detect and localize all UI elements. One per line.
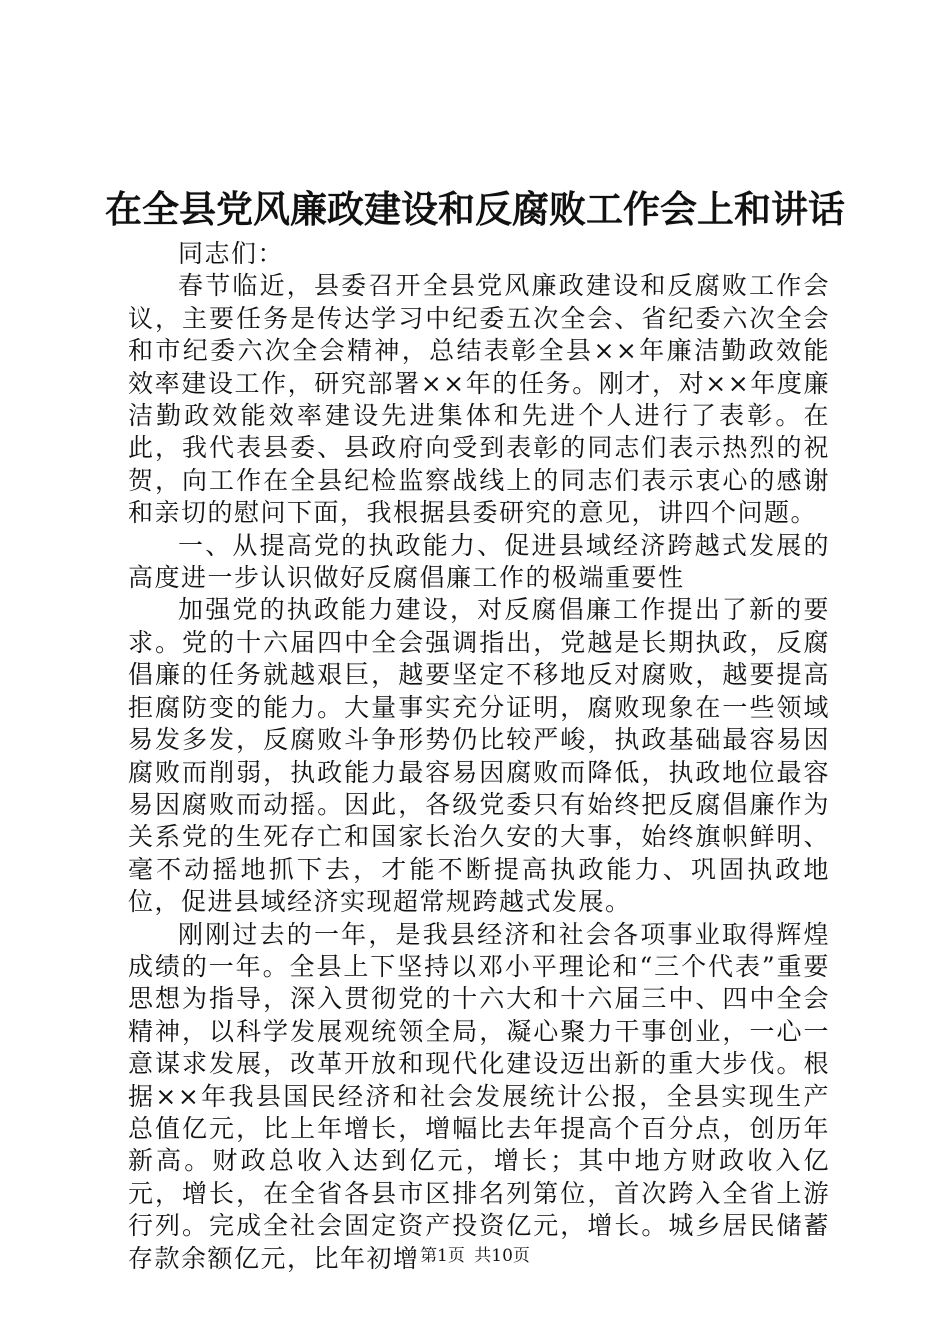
document-body: [128, 238, 830, 1275]
page-total: 共10页: [474, 1246, 530, 1266]
salutation-paragraph: 同志们：: [178, 239, 285, 268]
page-footer: [0, 1245, 950, 1267]
page-number: 第1页: [420, 1246, 465, 1266]
body-paragraph: 刚刚过去的一年，是我县经济和社会各项事业取得辉煌成绩的一年。全县上下坚持以邓小平理论和“三个代表”重要思想为指导，深入贯彻党的十六大和十六届三中、四中全会精神，以科学发展观统领全局，凝心聚力干事创业，一心一意谋求发展，改革开放和现代化建设迈出新的重大步伐。根据××年我县国民经济和社会发展统计公报，全县实现生产总值亿元，比上年增长，增幅比去年提高个百分点，创历年新高。财政总收入达到亿元，增长；其中地方财政收入亿元，增长，在全省各县市区排名列第位，首次跨入全省上游行列。完成全社会固定资产投资亿元，增长。城乡居民储蓄存款余额亿元，比年初增: [128, 919, 830, 1273]
body-paragraph: 春节临近，县委召开全县党风廉政建设和反腐败工作会议，主要任务是传达学习中纪委五次全会、省纪委六次全会和市纪委六次全会精神，总结表彰全县××年廉洁勤政效能效率建设工作，研究部署××年的任务。刚才，对××年度廉洁勤政效能效率建设先进集体和先进个人进行了表彰。在此，我代表县委、县政府向受到表彰的同志们表示热烈的祝贺，向工作在全县纪检监察战线上的同志们表示衷心的感谢和亲切的慰问下面，我根据县委研究的意见，讲四个问题。: [128, 271, 830, 528]
body-paragraph: 加强党的执政能力建设，对反腐倡廉工作提出了新的要求。党的十六届四中全会强调指出，党越是长期执政，反腐倡廉的任务就越艰巨，越要坚定不移地反对腐败，越要提高拒腐防变的能力。大量事实充分证明，腐败现象在一些领域易发多发，反腐败斗争形势仍比较严峻，执政基础最容易因腐败而削弱，执政能力最容易因腐败而降低，执政地位最容易因腐败而动摇。因此，各级党委只有始终把反腐倡廉作为关系党的生死存亡和国家长治久安的大事，始终旗帜鲜明、毫不动摇地抓下去，才能不断提高执政能力、巩固执政地位，促进县域经济实现超常规跨越式发展。: [128, 595, 830, 917]
section-heading-paragraph: 一、从提高党的执政能力、促进县域经济跨越式发展的高度进一步认识做好反腐倡廉工作的极端重要性: [128, 530, 830, 593]
document-title: 在全县党风廉政建设和反腐败工作会上和讲话: [105, 187, 845, 231]
